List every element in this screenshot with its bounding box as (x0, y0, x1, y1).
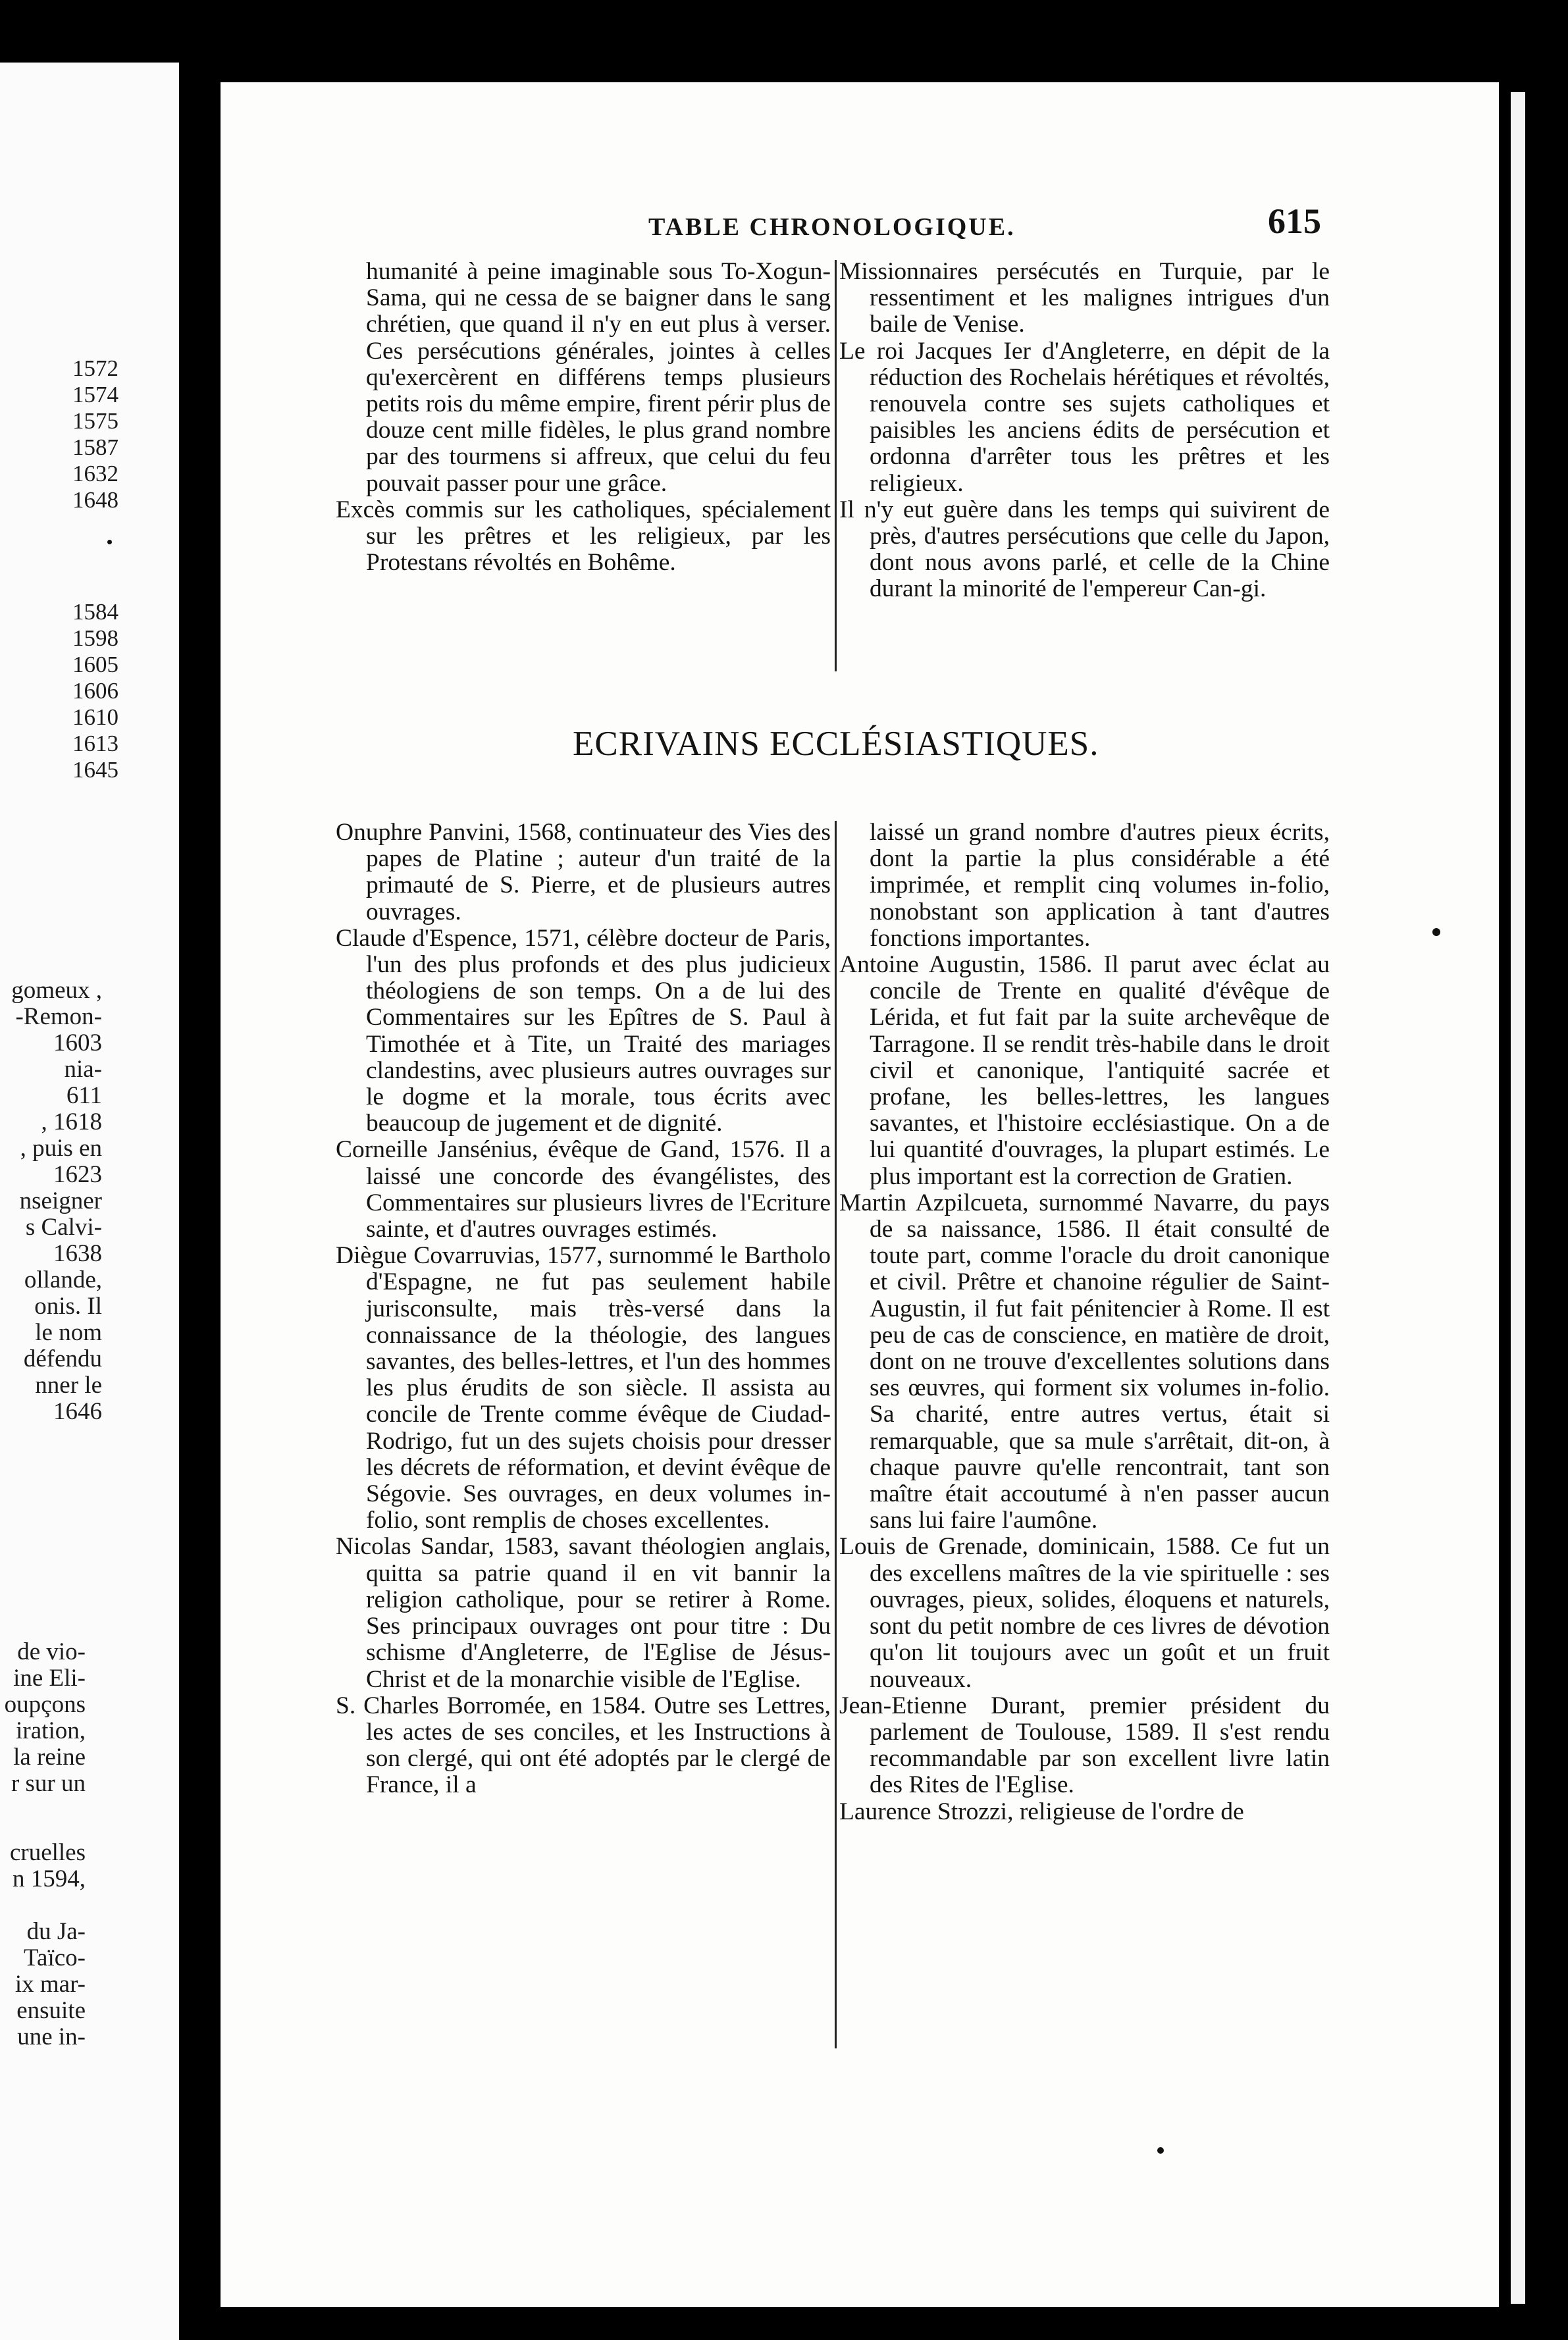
entry: Claude d'Espence, 1571, célèbre docteur de Paris, l'un des plus profonds et des plus judicieux théologiens de son temps. On a de lui des Commentaires sur les Epîtres de S. Paul à Timothée et à Tite, un Traité des mariages clandestins, avec plusieurs autres ouvrages sur le dogme et la morale, tous écrits avec beaucoup de jugement et de dignité. (336, 924, 831, 1137)
bottom-right-column (839, 819, 1330, 1825)
ink-spot (1157, 2147, 1164, 2154)
top-left-column (336, 259, 831, 576)
bottom-left-column (336, 819, 831, 1799)
paragraph: Excès commis sur les catholiques, spécialement sur les prêtres et les religieux, par les Protestans révoltés en Bohême. (336, 496, 831, 577)
entry: Corneille Jansénius, évêque de Gand, 1576. Il a laissé une concorde des évangélistes, des Commentaires sur plusieurs livres de l'Ecriture sainte, et d'autres ouvrages estimés. (336, 1136, 831, 1243)
entry: Louis de Grenade, dominicain, 1588. Ce fut un des excellens maîtres de la vie spirituelle : ses ouvrages, pieux, solides, éloquens et naturels, sont du petit nombre de ces livres de dévotion qu'on lit toujours avec un goût et un fruit nouveaux. (839, 1533, 1330, 1693)
entry: Onuphre Panvini, 1568, continuateur des Vies des papes de Platine ; auteur d'un traité de la primauté de S. Pierre, et de plusieurs autres ouvrages. (336, 819, 831, 925)
margin-text-2: de vio- ine Eli- oupçons iration, la reine r sur un (4, 1639, 86, 1797)
margin-text-3: cruelles n 1594, du Ja- Taïco- ix mar- ensuite une in- (9, 1840, 86, 2050)
paragraph: Le roi Jacques Ier d'Angleterre, en dépit de la réduction des Rochelais hérétiques et révoltés, renouvela contre ses sujets catholiques et paisibles les anciens édits de persécution et ordonna d'arrêter tous les prêtres et les religieux. (839, 337, 1330, 497)
paragraph: humanité à peine imaginable sous To-Xogun-Sama, qui ne cessa de se baigner dans le sang chrétien, que quand il n'y en eut plus à verser. Ces persécutions générales, jointes à celles qu'exercèrent en différens temps plusieurs petits rois du même empire, firent périr plus de douze cent mille fidèles, le plus grand nombre par des tourmens si affreux, que celui du feu pouvait passer pour une grâce. (366, 258, 831, 497)
entry: Diègue Covarruvias, 1577, surnommé le Bartholo d'Espagne, ne fut pas seulement habile jurisconsulte, mais très-versé dans la connaissance de la théologie, des langues savantes, des belles-lettres, et l'un des hommes les plus érudits de son siècle. Il assista au concile de Trente comme évêque de Ciudad-Rodrigo, fut un des sujets choisis pour dresser les décrets de réformation, et devint évêque de Ségovie. Ses ouvrages, en deux volumes in-folio, sont remplis de choses excellentes. (336, 1242, 831, 1534)
page-number: 615 (1268, 201, 1321, 241)
margin-years-2: 1584 1598 1605 1606 1610 1613 1645 (72, 599, 118, 783)
margin-text-1: gomeux , -Remon- 1603 nia- 611 , 1618 , puis en 1623 nseigner s Calvi- 1638 ollande, onis. Il le nom défendu nner le 1646 (11, 977, 102, 1425)
entry: Laurence Strozzi, religieuse de l'ordre de (839, 1798, 1244, 1825)
column-rule (835, 821, 837, 2048)
section-title: ECRIVAINS ECCLÉSIASTIQUES. (573, 725, 1099, 763)
page-edge (1511, 92, 1525, 2304)
running-head: TABLE CHRONOLOGIQUE. (648, 213, 1016, 241)
top-right-column (839, 259, 1330, 603)
entry: Jean-Etienne Durant, premier président du parlement de Toulouse, 1589. Il s'est rendu recommandable par son excellent livre latin des Rites de l'Eglise. (839, 1692, 1330, 1799)
entry: S. Charles Borromée, en 1584. Outre ses Lettres, les actes de ses conciles, et les Instructions à son clergé, qui ont été adoptés par le clergé de France, il a (336, 1692, 831, 1799)
paragraph: Il n'y eut guère dans les temps qui suivirent de près, d'autres persécutions que celle du Japon, dont nous avons parlé, et celle de la Chine durant la minorité de l'empereur Can-gi. (839, 496, 1330, 603)
entry: Nicolas Sandar, 1583, savant théologien anglais, quitta sa patrie quand il en vit bannir la religion catholique, pour se retirer à Rome. Ses principaux ouvrages ont pour titre : Du schisme d'Angleterre, de l'Eglise de Jésus-Christ et de la monarchie visible de l'Eglise. (336, 1533, 831, 1693)
paragraph: Missionnaires persécutés en Turquie, par le ressentiment et les malignes intrigues d'un baile de Venise. (839, 258, 1330, 338)
margin-years-1: 1572 1574 1575 1587 1632 1648 (72, 355, 118, 513)
entry: Martin Azpilcueta, surnommé Navarre, du pays de sa naissance, 1586. Il était consulté de toute part, comme l'oracle du droit canonique et civil. Prêtre et chanoine régulier de Saint-Augustin, il fut fait pénitencier à Rome. Il est peu de cas de conscience, en matière de droit, dont on ne trouve d'excellentes solutions dans ses œuvres, qui forment six volumes in-folio. Sa charité, entre autres vertus, était si remarquable, que sa mule s'arrêtait, dit-on, à chaque pauvre qu'elle rencontrait, tant son maître était accoutumé à n'en passer aucun sans lui faire l'aumône. (839, 1189, 1330, 1534)
ink-spot (1432, 928, 1440, 936)
ink-spot (107, 540, 112, 544)
column-rule (835, 260, 837, 671)
entry: Antoine Augustin, 1586. Il parut avec éclat au concile de Trente en qualité d'évêque de Lérida, et fut fait par la suite archevêque de Tarragone. Il se rendit très-habile dans le droit civil et canonique, l'antiquité sacrée et profane, les belles-lettres, les langues savantes, et l'histoire ecclésiastique. On a de lui quantité d'ouvrages, la plupart estimés. Le plus important est la correction de Gratien. (839, 951, 1330, 1190)
entry: laissé un grand nombre d'autres pieux écrits, dont la partie la plus considérable a été imprimée, et remplit cinq volumes in-folio, nonobstant son application à tant d'autres fonctions importantes. (870, 819, 1330, 952)
